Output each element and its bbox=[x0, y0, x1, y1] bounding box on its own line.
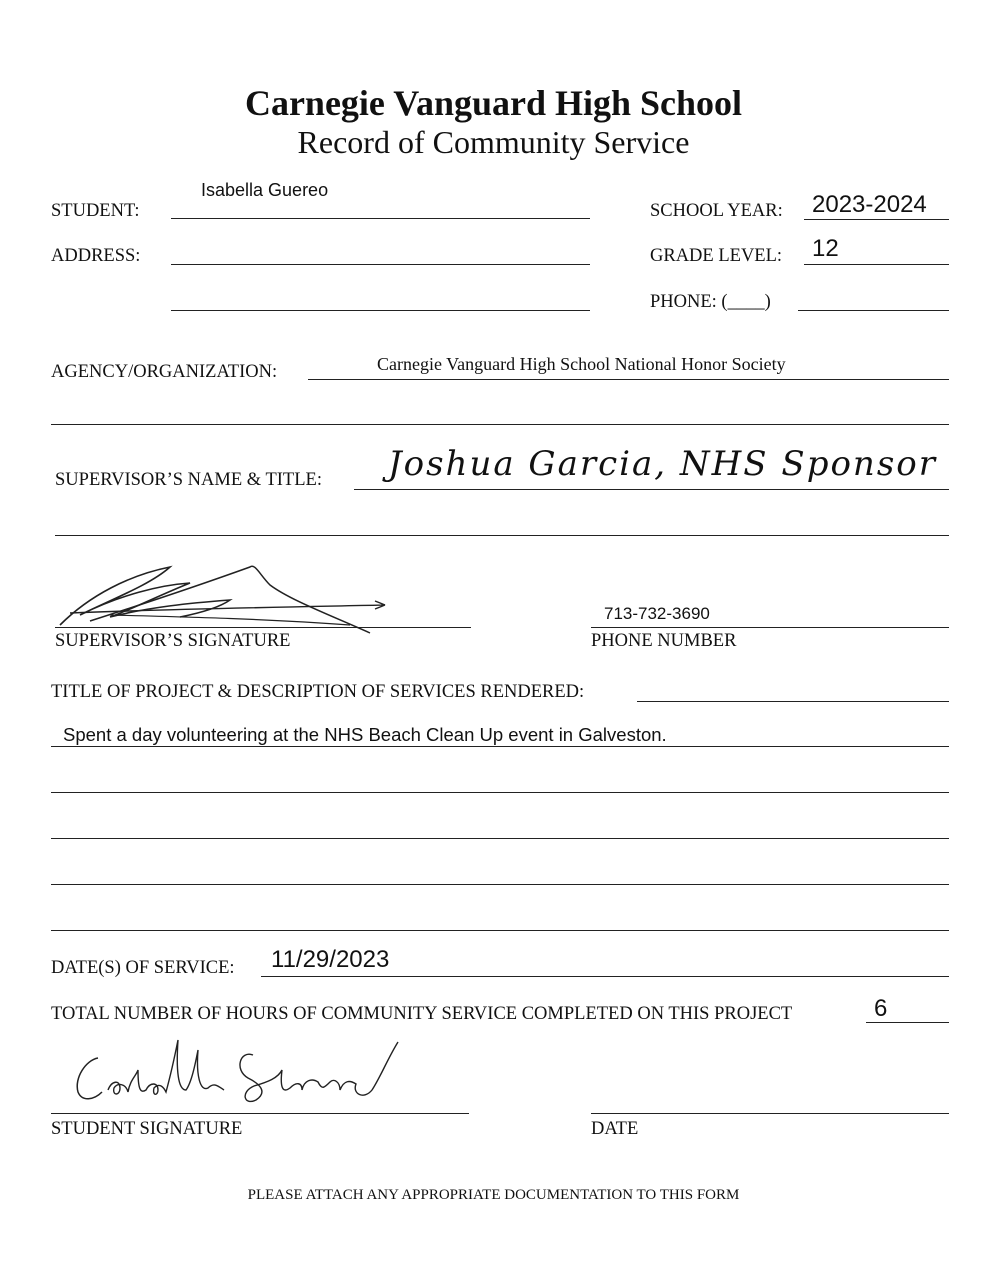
grade-level-label: GRADE LEVEL: bbox=[650, 246, 783, 266]
supervisor-label: SUPERVISOR’S NAME & TITLE: bbox=[55, 470, 322, 490]
agency-label: AGENCY/ORGANIZATION: bbox=[51, 362, 278, 382]
supervisor-value[interactable]: Joshua Garcia, NHS Sponsor bbox=[388, 444, 938, 484]
supervisor-line bbox=[354, 489, 949, 490]
supervisor-phone-line bbox=[591, 627, 949, 628]
dates-line bbox=[261, 976, 949, 977]
description-line-3 bbox=[51, 838, 949, 839]
footer-note: PLEASE ATTACH ANY APPROPRIATE DOCUMENTATION TO THIS FORM bbox=[247, 1187, 740, 1203]
supervisor-signature-label: SUPERVISOR’S SIGNATURE bbox=[55, 631, 291, 651]
student-signature-line bbox=[51, 1113, 469, 1114]
supervisor-line-2 bbox=[55, 535, 949, 536]
agency-line bbox=[308, 379, 949, 380]
grade-level-value[interactable]: 12 bbox=[812, 235, 839, 262]
student-signature-label: STUDENT SIGNATURE bbox=[51, 1119, 243, 1139]
student-line bbox=[171, 218, 590, 219]
grade-level-line bbox=[804, 264, 949, 265]
dates-value[interactable]: 11/29/2023 bbox=[271, 946, 390, 973]
hours-label: TOTAL NUMBER OF HOURS OF COMMUNITY SERVICE COMPLETED ON THIS PROJECT bbox=[51, 1004, 793, 1024]
agency-line-2 bbox=[51, 424, 949, 425]
dates-label: DATE(S) OF SERVICE: bbox=[51, 958, 235, 978]
project-description-value[interactable]: Spent a day volunteering at the NHS Beach Clean Up event in Galveston. bbox=[63, 724, 667, 745]
student-signature-image bbox=[68, 1030, 408, 1115]
date-line[interactable] bbox=[591, 1113, 949, 1114]
project-label: TITLE OF PROJECT & DESCRIPTION OF SERVICES RENDERED: bbox=[51, 682, 585, 702]
description-line-2 bbox=[51, 792, 949, 793]
project-title-line bbox=[637, 701, 949, 702]
school-year-value[interactable]: 2023-2024 bbox=[812, 191, 927, 218]
description-line-4 bbox=[51, 884, 949, 885]
hours-value[interactable]: 6 bbox=[874, 995, 888, 1022]
description-line-1 bbox=[51, 746, 949, 747]
address-label: ADDRESS: bbox=[51, 246, 141, 266]
address-line-1 bbox=[171, 264, 590, 265]
form-title: Record of Community Service bbox=[297, 124, 690, 160]
school-name: Carnegie Vanguard High School bbox=[244, 83, 743, 123]
student-name-value[interactable]: Isabella Guereo bbox=[201, 180, 329, 200]
hours-line bbox=[866, 1022, 949, 1023]
supervisor-signature-line bbox=[55, 627, 471, 628]
phone-number-label: PHONE NUMBER bbox=[591, 631, 737, 651]
phone-label: PHONE: (____) bbox=[650, 292, 771, 312]
supervisor-phone-value[interactable]: 713-732-3690 bbox=[604, 604, 710, 623]
description-line-5 bbox=[51, 930, 949, 931]
date-label: DATE bbox=[591, 1119, 639, 1139]
agency-value[interactable]: Carnegie Vanguard High School National Honor Society bbox=[377, 354, 786, 374]
student-label: STUDENT: bbox=[51, 201, 140, 221]
school-year-line bbox=[804, 219, 949, 220]
school-year-label: SCHOOL YEAR: bbox=[650, 201, 783, 221]
phone-line bbox=[798, 310, 949, 311]
address-line-2 bbox=[171, 310, 590, 311]
